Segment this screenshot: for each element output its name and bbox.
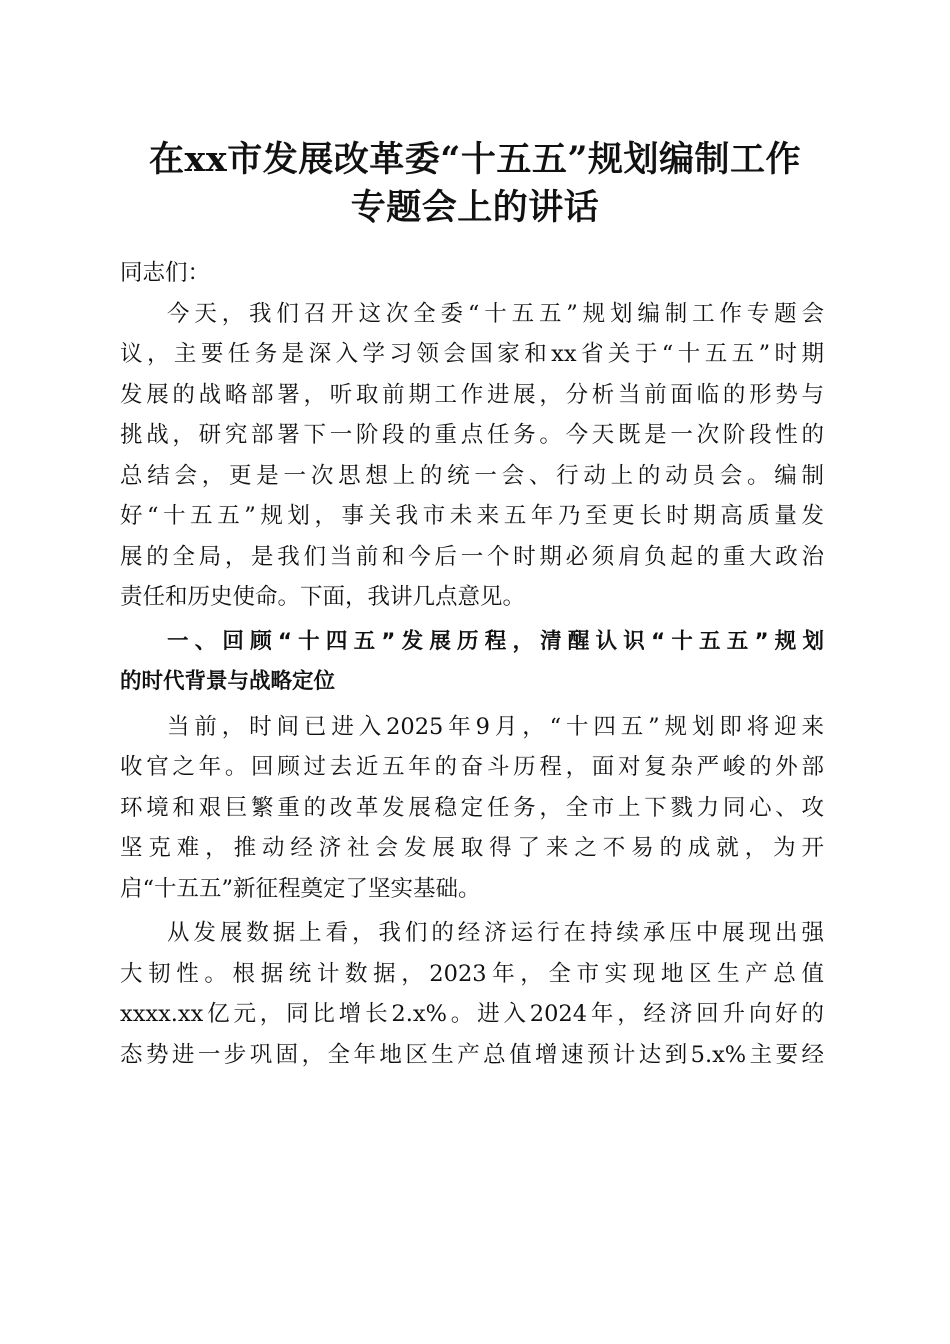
paragraph-data (120, 913, 824, 1075)
text-line: 态势进一步巩固，全年地区生产总值增速预计达到5.x%主要经 (120, 1041, 824, 1068)
text-line: 从发展数据上看，我们的经济运行在持续承压中展现出强 (167, 920, 824, 946)
text-line: 启“十五五”新征程奠定了坚实基础。 (120, 875, 481, 902)
text-line: 坚克难，推动经济社会发展取得了来之不易的成就，为开 (120, 835, 824, 861)
salutation (120, 253, 824, 294)
text-line: 环境和艰巨繁重的改革发展稳定任务，全市上下戮力同心、攻 (120, 794, 824, 821)
text-line: 总结会，更是一次思想上的统一会、行动上的动员会。编制 (120, 462, 824, 489)
heading-line: 的时代背景与战略定位 (120, 669, 336, 694)
text-line: 展的全局，是我们当前和今后一个时期必须肩负起的重大政治 (120, 543, 824, 570)
text-line: 当前，时间已进入2025年9月，“十四五”规划即将迎来 (167, 713, 824, 740)
text-line: xxxx.xx亿元，同比增长2.x%。进入2024年，经济回升向好的 (120, 1001, 824, 1027)
heading-line: 一、回顾“十四五”发展历程，清醒认识“十五五”规划 (167, 628, 824, 654)
text-line: 发展的战略部署，听取前期工作进展，分析当前面临的形势与 (120, 381, 824, 408)
paragraph-review (120, 707, 824, 910)
text-line: 挑战，研究部署下一阶段的重点任务。今天既是一次阶段性的 (120, 422, 824, 448)
section-heading-1 (120, 622, 824, 703)
text-line: 今天，我们召开这次全委“十五五”规划编制工作专题会 (167, 300, 824, 327)
salutation-text: 同志们： (120, 260, 211, 286)
title-line-2: 专题会上的讲话 (350, 187, 600, 228)
document-title (100, 136, 850, 232)
text-line: 大韧性。根据统计数据，2023年，全市实现地区生产总值 (120, 960, 824, 987)
text-line: 收官之年。回顾过去近五年的奋斗历程，面对复杂严峻的外部 (120, 754, 824, 780)
document-body (120, 253, 824, 1075)
paragraph-opening (120, 294, 824, 618)
text-line: 责任和历史使命。下面，我讲几点意见。 (120, 584, 526, 610)
text-line: 好“十五五”规划，事关我市未来五年乃至更长时期高质量发 (120, 503, 824, 529)
title-line-1: 在xx市发展改革委“十五五”规划编制工作 (149, 139, 801, 180)
text-line: 议，主要任务是深入学习领会国家和xx省关于“十五五”时期 (120, 341, 824, 367)
